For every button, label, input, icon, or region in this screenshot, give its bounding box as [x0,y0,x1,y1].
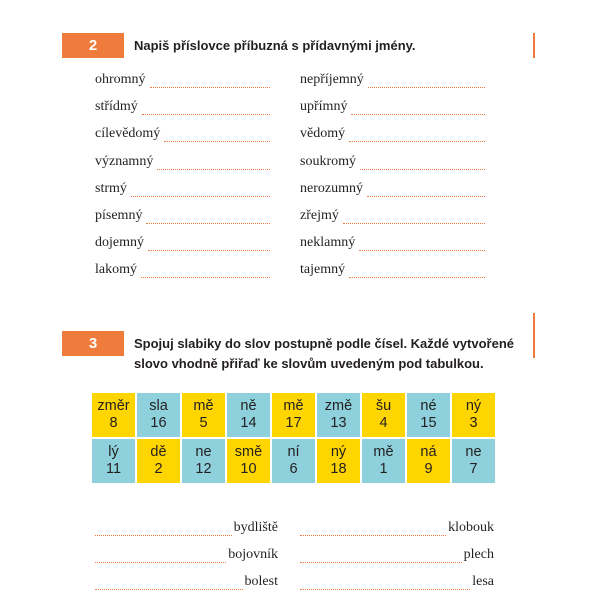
syllable-text: ný [465,398,482,414]
syllable-number: 6 [289,461,298,477]
syllable-number: 13 [330,415,347,431]
syllable-text: mě [193,398,214,414]
syllable-number: 10 [240,461,257,477]
syllable-number: 17 [285,415,302,431]
answer-line[interactable] [131,196,270,197]
syllable-cell [182,439,225,483]
syllable-table [92,393,495,483]
exercise-2-instruction: Napiš příslovce příbuzná s přídavnými jmény. [134,38,416,53]
syllable-cell [452,393,495,437]
adjective-word: strmý [95,180,127,196]
syllable-text: ní [287,444,300,460]
syllable-number: 9 [424,461,433,477]
syllable-cell [137,393,180,437]
syllable-cell [407,439,450,483]
answer-line[interactable] [164,141,270,142]
syllable-cell [362,393,405,437]
syllable-number: 8 [109,415,118,431]
syllable-number: 1 [379,461,388,477]
syllable-cell [92,439,135,483]
adjective-word: vědomý [300,126,346,142]
syllable-text: smě [234,444,263,460]
adjective-word: cílevědomý [95,126,161,142]
answer-line[interactable] [95,589,243,590]
answer-line[interactable] [300,535,446,536]
syllable-text: změr [97,398,130,414]
adjective-word: ohromný [95,72,146,87]
target-word: lesa [472,574,494,589]
syllable-cell [407,393,450,437]
syllable-text: lý [108,444,119,460]
answer-line[interactable] [95,535,232,536]
syllable-text: mě [283,398,304,414]
answer-line[interactable] [148,250,270,251]
syllable-number: 16 [150,415,167,431]
syllable-number: 15 [420,415,437,431]
answer-line[interactable] [349,277,485,278]
adjective-word: dojemný [95,235,144,251]
answer-line[interactable] [368,87,485,88]
syllable-text: dě [150,444,167,460]
syllable-number: 4 [379,415,388,431]
syllable-text: mě [373,444,394,460]
adjective-word: nerozumný [300,180,363,196]
adjective-word: neklamný [300,235,356,251]
answer-line[interactable] [360,169,485,170]
adjective-word: písemný [95,208,143,223]
page-edge-marker [533,33,535,58]
adjective-word: významný [95,153,154,169]
syllable-cell [227,439,270,483]
syllable-cell [92,393,135,437]
syllable-text: ný [330,444,347,460]
syllable-text: změ [324,398,353,414]
answer-line[interactable] [146,223,270,224]
syllable-number: 2 [154,461,163,477]
syllable-cell [272,439,315,483]
syllable-cell [227,393,270,437]
syllable-text: ná [420,444,437,460]
adjective-word: soukromý [300,153,356,169]
exercise-3-number: 3 [62,331,124,356]
answer-line[interactable] [343,223,485,224]
syllable-cell [452,439,495,483]
answer-line[interactable] [157,169,270,170]
answer-line[interactable] [141,277,270,278]
adjective-word: střídmý [95,99,138,115]
adjective-word: lakomý [95,262,137,278]
syllable-text: ne [195,444,212,460]
syllable-number: 14 [240,415,257,431]
target-word: bojovník [228,547,278,562]
syllable-cell [317,393,360,437]
answer-line[interactable] [367,196,485,197]
adjective-word: tajemný [300,262,346,278]
syllable-number: 11 [105,461,122,477]
syllable-cell [137,439,180,483]
syllable-number: 18 [330,461,347,477]
target-word: plech [463,547,494,562]
syllable-cell [182,393,225,437]
answer-line[interactable] [300,562,462,563]
target-word: bolest [244,574,278,589]
target-word: klobouk [448,520,494,535]
syllable-number: 5 [199,415,208,431]
syllable-number: 12 [195,461,212,477]
syllable-cell [272,393,315,437]
answer-line[interactable] [300,589,470,590]
syllable-text: ně [240,398,257,414]
syllable-cell [362,439,405,483]
answer-line[interactable] [142,114,270,115]
adjective-word: nepříjemný [300,72,364,87]
answer-line[interactable] [349,141,485,142]
syllable-number: 3 [469,415,478,431]
exercise-2-number: 2 [62,33,124,58]
syllable-text: sla [149,398,168,414]
answer-line[interactable] [95,562,226,563]
answer-line[interactable] [359,250,485,251]
syllable-text: né [420,398,437,414]
exercise-3-instruction-line-1: Spojuj slabiky do slov postupně podle čísel. Každé vytvořené [134,336,514,351]
target-word: bydliště [233,520,278,535]
syllable-number: 7 [469,461,478,477]
syllable-cell [317,439,360,483]
answer-line[interactable] [351,114,485,115]
exercise-3-instruction-line-2: slovo vhodně přiřaď ke slovům uvedeným pod tabulkou. [134,356,484,371]
answer-line[interactable] [150,87,270,88]
adjective-word: upřímný [300,99,348,115]
syllable-text: ne [465,444,482,460]
adjective-word: zřejmý [300,208,339,223]
page-edge-marker [533,313,535,358]
syllable-text: šu [375,398,392,414]
